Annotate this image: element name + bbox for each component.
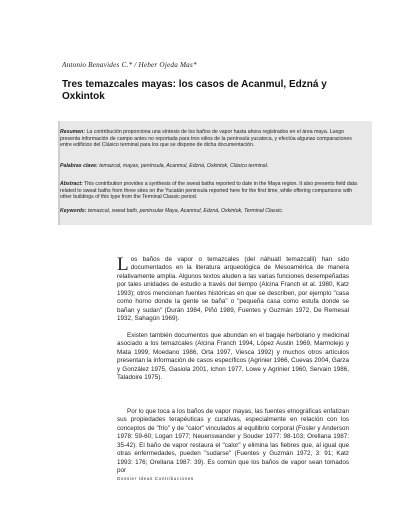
body-paragraph-1 (117, 256, 349, 324)
abstract-text: This contribution provides a synthesis of the sweat baths reported to date in the Maya region. It also presents field data related to sweat baths from three sites on the Yucatán peninsula reported here for the first time, while offering comparisons with other buildings of this type from the Terminal Classic period. (60, 181, 357, 200)
resumen-label: Resumen: (60, 129, 86, 135)
resumen-paragraph (60, 129, 362, 149)
resumen-text: La contribución proporciona una síntesis de los baños de vapor hasta ahora registrados en el área maya. Luego presenta información de campo antes no reportada para tres sitios de la península yucateca, y efectúa algunas comparaciones entre edificios del Clásico terminal para los que se dispone de dicha documentación. (60, 129, 352, 148)
palabras-clave-label: Palabras clave: (60, 163, 98, 169)
abstract-paragraph (60, 181, 362, 201)
keywords-text: temazcal, sweat bath, peninsular Maya, Acanmul, Edzná, Oxkintok, Terminal Classic. (87, 208, 284, 214)
running-footer: Dossier Ideas Contribuciones (117, 476, 194, 481)
drop-cap: L (117, 254, 129, 275)
palabras-clave-paragraph (60, 163, 362, 170)
author-line: Antonio Benavides C.* / Heber Ojeda Mas* (62, 61, 197, 69)
palabras-clave-text: temazcal, mayas, península, Acanmul, Edzná, Oxkintok, Clásico terminal. (99, 163, 269, 169)
abstract-label: Abstract: (60, 181, 83, 187)
article-title: Tres temazcales mayas: los casos de Acanmul, Edzná y Oxkintok (62, 79, 327, 102)
body-paragraph-3: Por lo que toca a los baños de vapor mayas, las fuentes etnográficas enfatizan sus propiedades terapéuticas y curativas, especialmente en relación con los conceptos de "frío" y de "calor" vinculados al equilibrio corporal (Fosler y Anderson 1978: 59-60; Logan 1977; Neuenswander y Souder 1977: 98-103; Orellana 1987: 35-42). El baño de vapor restaura el "calor" y elimina las fiebres que, al igual que otras enfermedades, pueden "sudarse" (Fuentes y Guzmán 1972, 3: 91; Katz 1993: 176; Orellana 1987: 39). Es común que los baños de vapor sean tomados por (117, 408, 349, 475)
keywords-label: Keywords: (60, 208, 87, 214)
keywords-paragraph (60, 208, 362, 215)
body-paragraph-2: Existen también documentos que abundan en el bagaje herbolario y medicinal asociado a los temazcales (Alcina Franch 1994, López Austin 1969, Marmolejo y Mata 1999, Moedano 1986, Orta 1997, Viesca 1992) y muchos otros artículos presentan la información de casos específicos (Agrinier 1966, Cuevas 2004, Garza y González 1975, Gasiola 2001, Ichon 1977, Lowe y Agrinier 1960, Servain 1986, Taladoire 1975). (117, 332, 349, 382)
body-paragraph-1-text: os baños de vapor o temazcales (del náhuatl temazcalli) han sido documentados en la literatura arqueológica de Mesoamérica de manera relativamente amplia. Algunos textos aluden a las varias funciones desempeñadas por tales unidades de estudio a través del tiempo (Alcina Franch et al. 1980, Katz 1993); otros mencionan fuentes históricas en que se describen, por ejemplo "casa como horno donde la gente se baña" o "pequeña casa como estufa donde se bañan y sudan" (Durán 1984, Piñó 1989, Fuentes y Guzmán 1972, De Remesal 1932, Sahagún 1969). (117, 256, 349, 323)
